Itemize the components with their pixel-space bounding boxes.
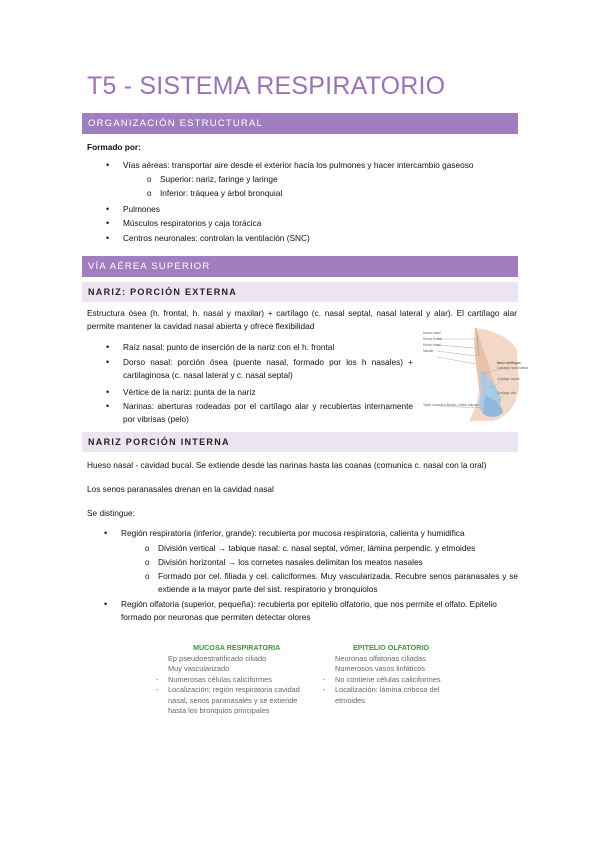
- fig-label-cart-alar: Cartílago alar: [497, 391, 517, 395]
- section-band-via-aerea: VÍA AÉREA SUPERIOR: [82, 256, 518, 277]
- externa-intro: Estructura ósea (h. frontal, h. nasal y maxilar) + cartílago (c. nasal septal, nasal lateral y alar). El cartílago alar permite mantener la cavidad nasal abierta y ofrece flexibilidad: [87, 308, 517, 331]
- ext-item-raiz: • Raíz nasal: punto de inserción de la nariz con el h. frontal: [123, 341, 413, 354]
- table-col-mucosa: [168, 643, 315, 717]
- table-head-mucosa: MUCOSA RESPIRATORIA: [193, 643, 281, 652]
- formado-por-label: Formado por:: [87, 142, 141, 152]
- interna-p3: Se distingue:: [87, 508, 135, 518]
- ext-item-dorso: • Dorso nasal: porción ósea (puente nasal, formado por los h nasales) + cartilaginosa (c. nasal lateral y c. nasal septal): [123, 356, 413, 382]
- nose-anatomy-figure: [421, 326, 529, 422]
- table-col-olfatorio: [335, 643, 445, 706]
- fig-label-nariz-cartilagos: Nariz cartílagos: [497, 361, 521, 365]
- org-item-centros: • Centros neuronales: controlan la ventilación (SNC): [123, 232, 310, 245]
- org-item-musculos: • Músculos respiratorios y caja torácica: [123, 217, 261, 230]
- olfatorio-row: - No contiene células caliciformes: [335, 675, 445, 686]
- fig-label-hueso-frontal: Hueso frontal: [423, 337, 442, 341]
- page-title: T5 - SISTEMA RESPIRATORIO: [87, 72, 446, 100]
- olfatorio-row: - Localización: lámina cribosa del etmoides: [335, 685, 445, 706]
- fig-label-cart-lateral: Cartílago nasal lateral: [497, 366, 529, 370]
- org-sub-superior: o Superior: nariz, faringe y laringe: [160, 173, 278, 186]
- fig-label-hueso-nasal-header: Hueso nasal: [423, 331, 441, 335]
- mucosa-row: Ep pseudoestratificado ciliado: [168, 653, 267, 663]
- resp-sub-horizontal: o División horizontal → los cornetes nasales delimitan los meatos nasales: [158, 556, 518, 569]
- resp-sub-formado: o Formado por cel. filiada y cel. caliciformes. Muy vascularizada. Recubre senos paranasales y se extiende a la mayor parte del sist. respiratorio y bronquiolos: [158, 570, 518, 596]
- section-band-organizacion: ORGANIZACIÓN ESTRUCTURAL: [82, 113, 518, 134]
- fig-label-cart-septal: Cartílago septal: [497, 377, 520, 381]
- ext-item-vertice: • Vértice de la nariz: punta de la nariz: [123, 386, 413, 399]
- interna-p2: Los senos paranasales drenan en la cavidad nasal: [87, 484, 274, 494]
- fig-label-maxilar: Maxilar: [423, 349, 434, 353]
- resp-sub-vertical: o División vertical → tabique nasal: c. nasal septal, vómer, lámina perpendic. y etmoides: [158, 542, 518, 555]
- mucosa-row: Muy vascularizado: [168, 664, 230, 673]
- org-sub-inferior: o Inferior: tráquea y árbol bronquial: [160, 187, 282, 200]
- region-olfatoria: • Región olfatoria (superior, pequeña): recubierta por epitelio olfatorio, que nos permite el olfato. Epitelio formado por neuronas que permiten detectar olores: [121, 598, 519, 624]
- fig-label-hueso-nasal: Hueso nasal: [423, 343, 441, 347]
- olfatorio-row: Neuronas olfatorias ciliadas: [335, 653, 426, 663]
- olfatorio-row: Numerosos vasos linfáticos: [335, 664, 425, 673]
- org-item-pulmones: • Pulmones: [123, 203, 160, 216]
- subsection-nariz-externa: NARIZ: PORCIÓN EXTERNA: [82, 282, 518, 302]
- mucosa-row: - Numerosas células caliciformes: [168, 675, 315, 686]
- subsection-nariz-interna: NARIZ PORCIÓN INTERNA: [82, 432, 518, 452]
- org-item-vias: • Vías aéreas: transportar aire desde el exterior hacia los pulmones y hacer intercambio gaseoso: [123, 159, 518, 172]
- fig-label-tejido: Tejido conectivo fibroso y tejido adiposo: [423, 403, 480, 407]
- table-head-olfatorio: EPITELIO OLFATORIO: [353, 643, 430, 652]
- mucosa-row: - Localización: región respiratoria cavidad nasal, senos paranasales y se extiende hasta los bronquios principales: [168, 685, 315, 717]
- interna-p1: Hueso nasal - cavidad bucal. Se extiende desde las narinas hasta las coanas (comunica c. nasal con la oral): [87, 460, 487, 470]
- region-respiratoria: • Región respiratoria (inferior, grande): recubierta por mucosa respiratoria, calienta y humidifica: [121, 527, 519, 540]
- ext-item-narinas: • Narinas: aberturas rodeadas por el cartílago alar y recubiertas internamente por vibrisas (pelo): [123, 400, 413, 426]
